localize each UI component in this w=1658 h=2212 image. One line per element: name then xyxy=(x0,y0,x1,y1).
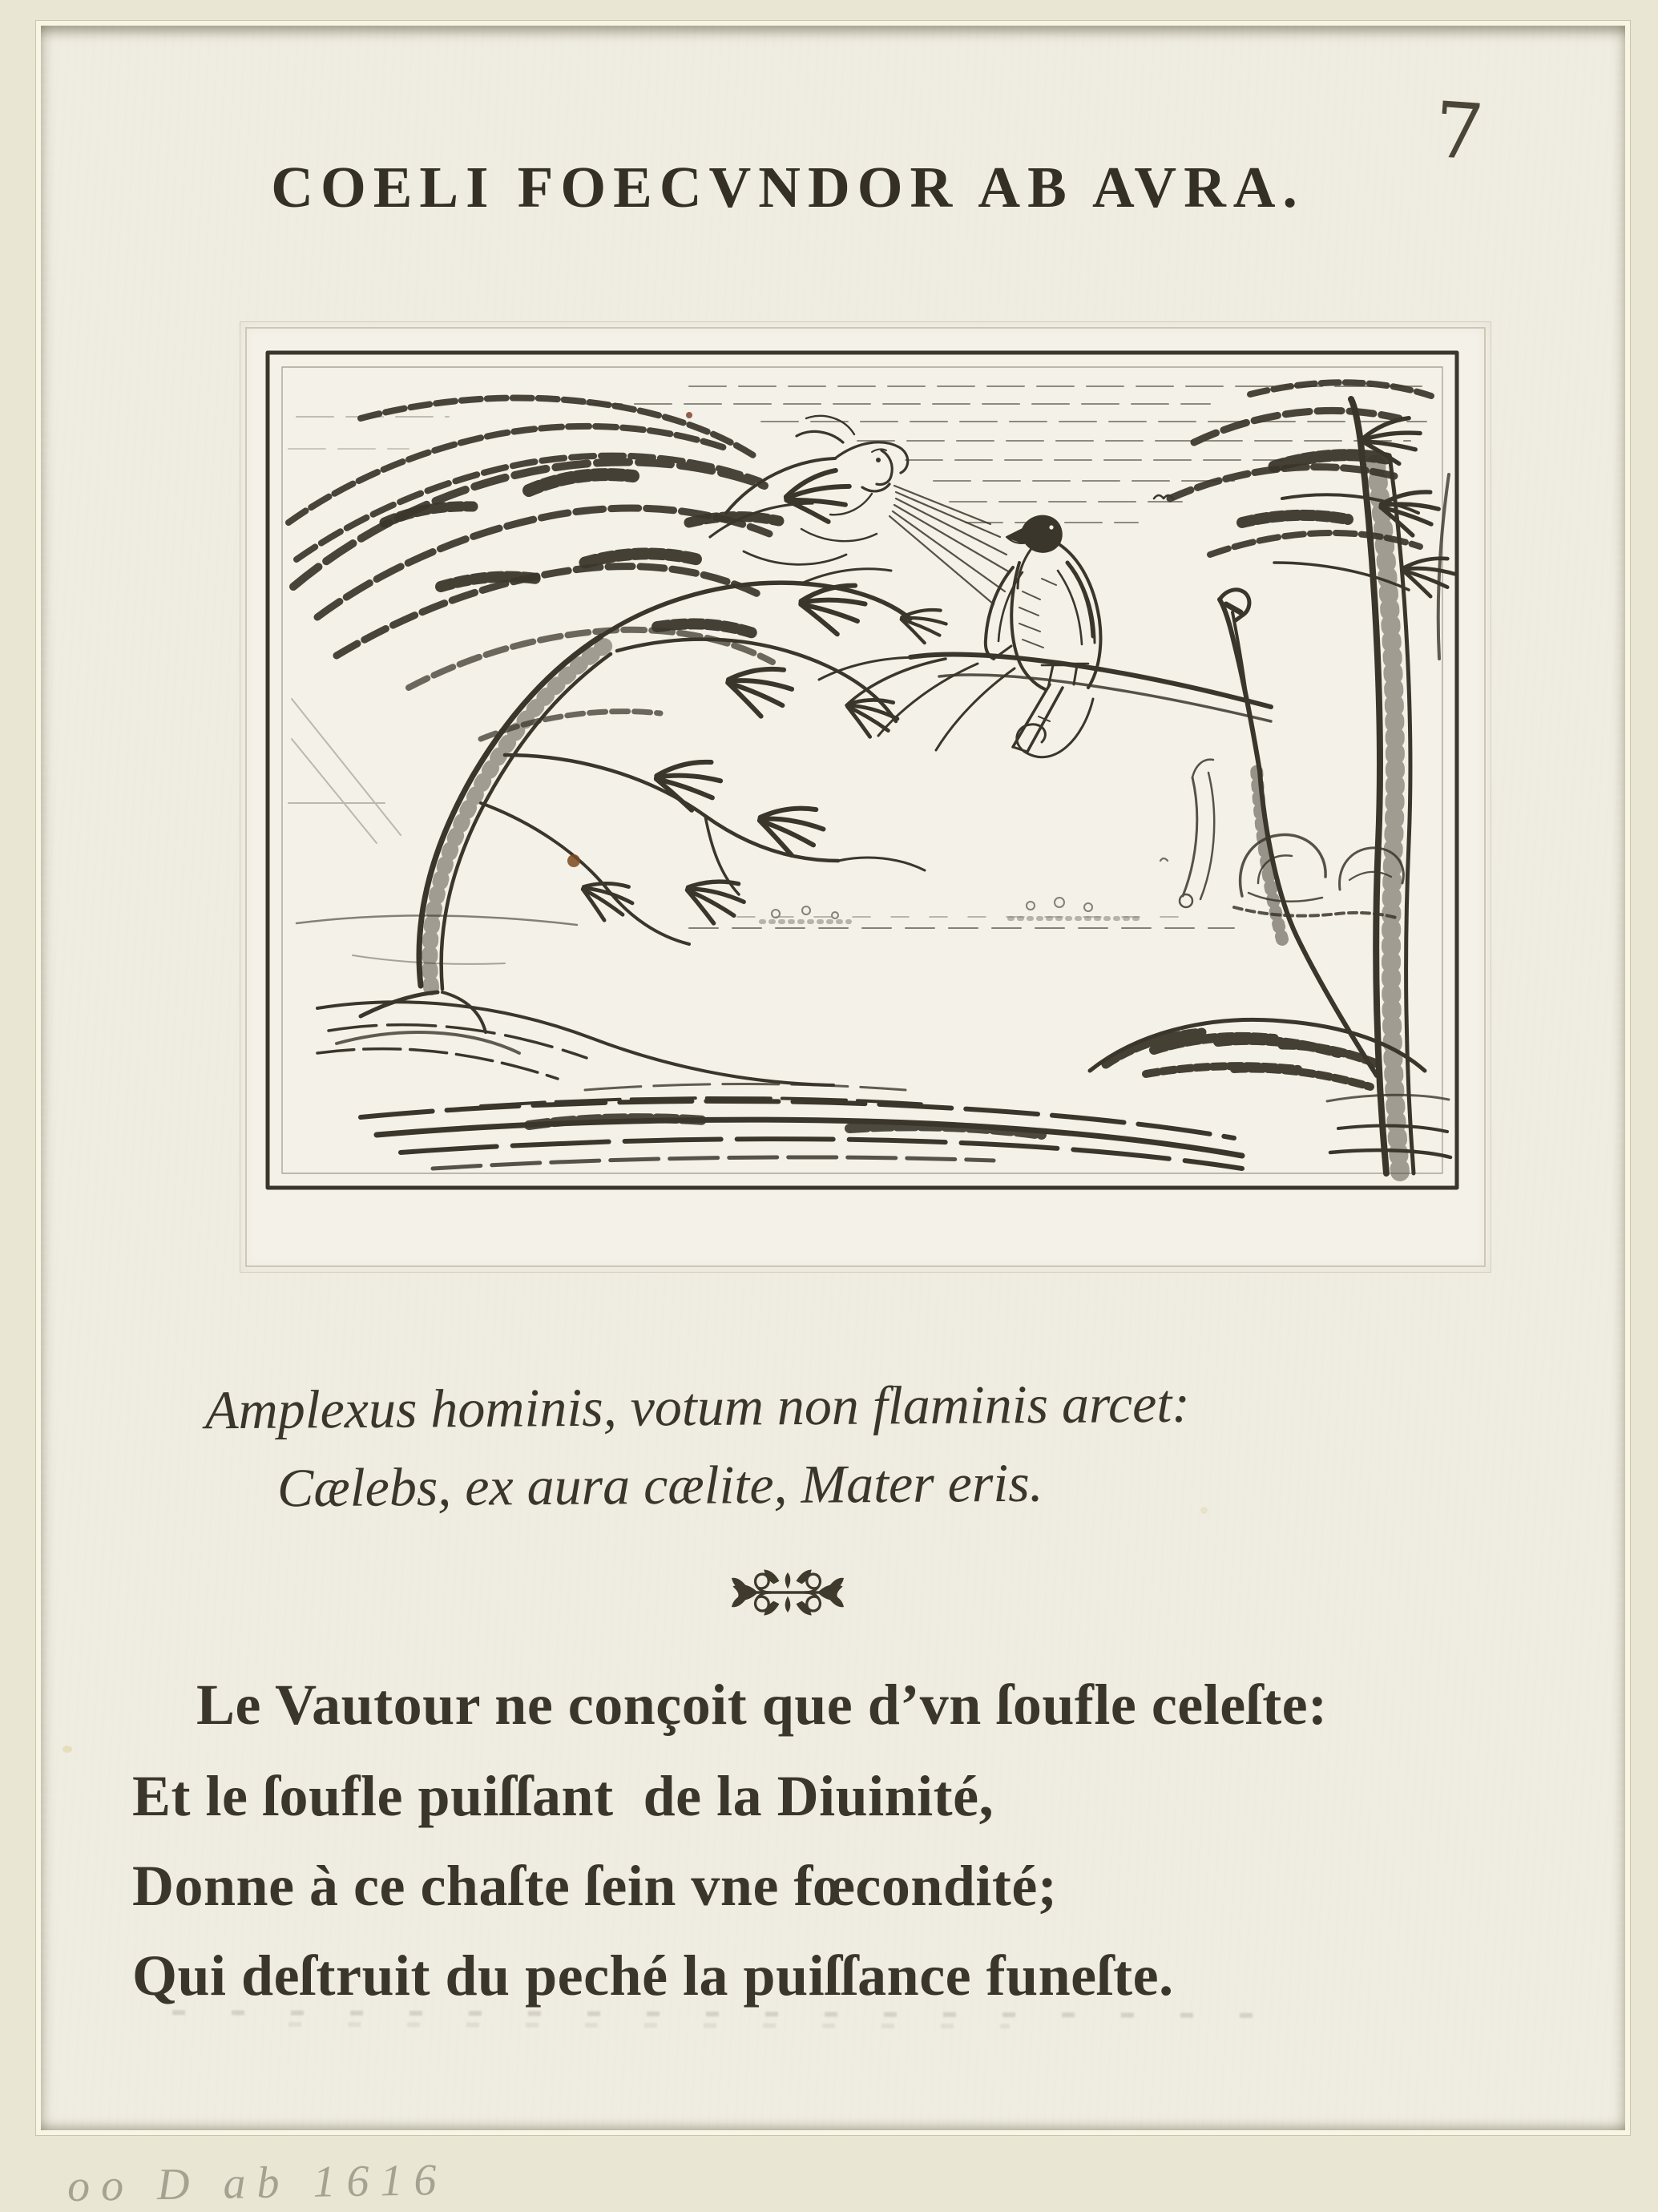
etching-illustration xyxy=(240,322,1491,1272)
french-verse-line-4: Qui deſtruit du peché la puiſſance funeſte. xyxy=(132,1944,1174,2008)
etching-plate xyxy=(240,322,1491,1272)
vulture xyxy=(986,516,1101,752)
french-verse-line-1: Le Vautour ne conçoit que d’vn ſoufle celeſte: xyxy=(196,1673,1328,1737)
left-tree xyxy=(288,398,948,1053)
paper-fleck xyxy=(1200,1507,1208,1514)
latin-verse-line-1: Amplexus hominis, votum non flaminis arcet: xyxy=(204,1372,1191,1441)
pencil-inscription: oo D ab 1616 xyxy=(67,2154,448,2212)
french-verse-line-2: Et le ſoufle puiſſant de la Diuinité, xyxy=(132,1764,994,1828)
french-verse-line-3: Donne à ce chaſte ſein vne fœcondité; xyxy=(132,1854,1058,1918)
distant-hill xyxy=(288,699,401,843)
breath-rays xyxy=(890,486,1010,604)
smoke-clouds xyxy=(1180,760,1403,918)
latin-verse-line-2: Cælebs, ex aura cælite, Mater eris. xyxy=(276,1451,1043,1519)
fleuron-ornament-icon xyxy=(725,1568,850,1617)
page-number: 7 xyxy=(1431,85,1487,178)
page-title: COELI FOECVNDOR AB AVRA. xyxy=(271,155,1305,220)
paper-fleck xyxy=(63,1746,72,1753)
foreground-ground xyxy=(317,1002,1450,1169)
